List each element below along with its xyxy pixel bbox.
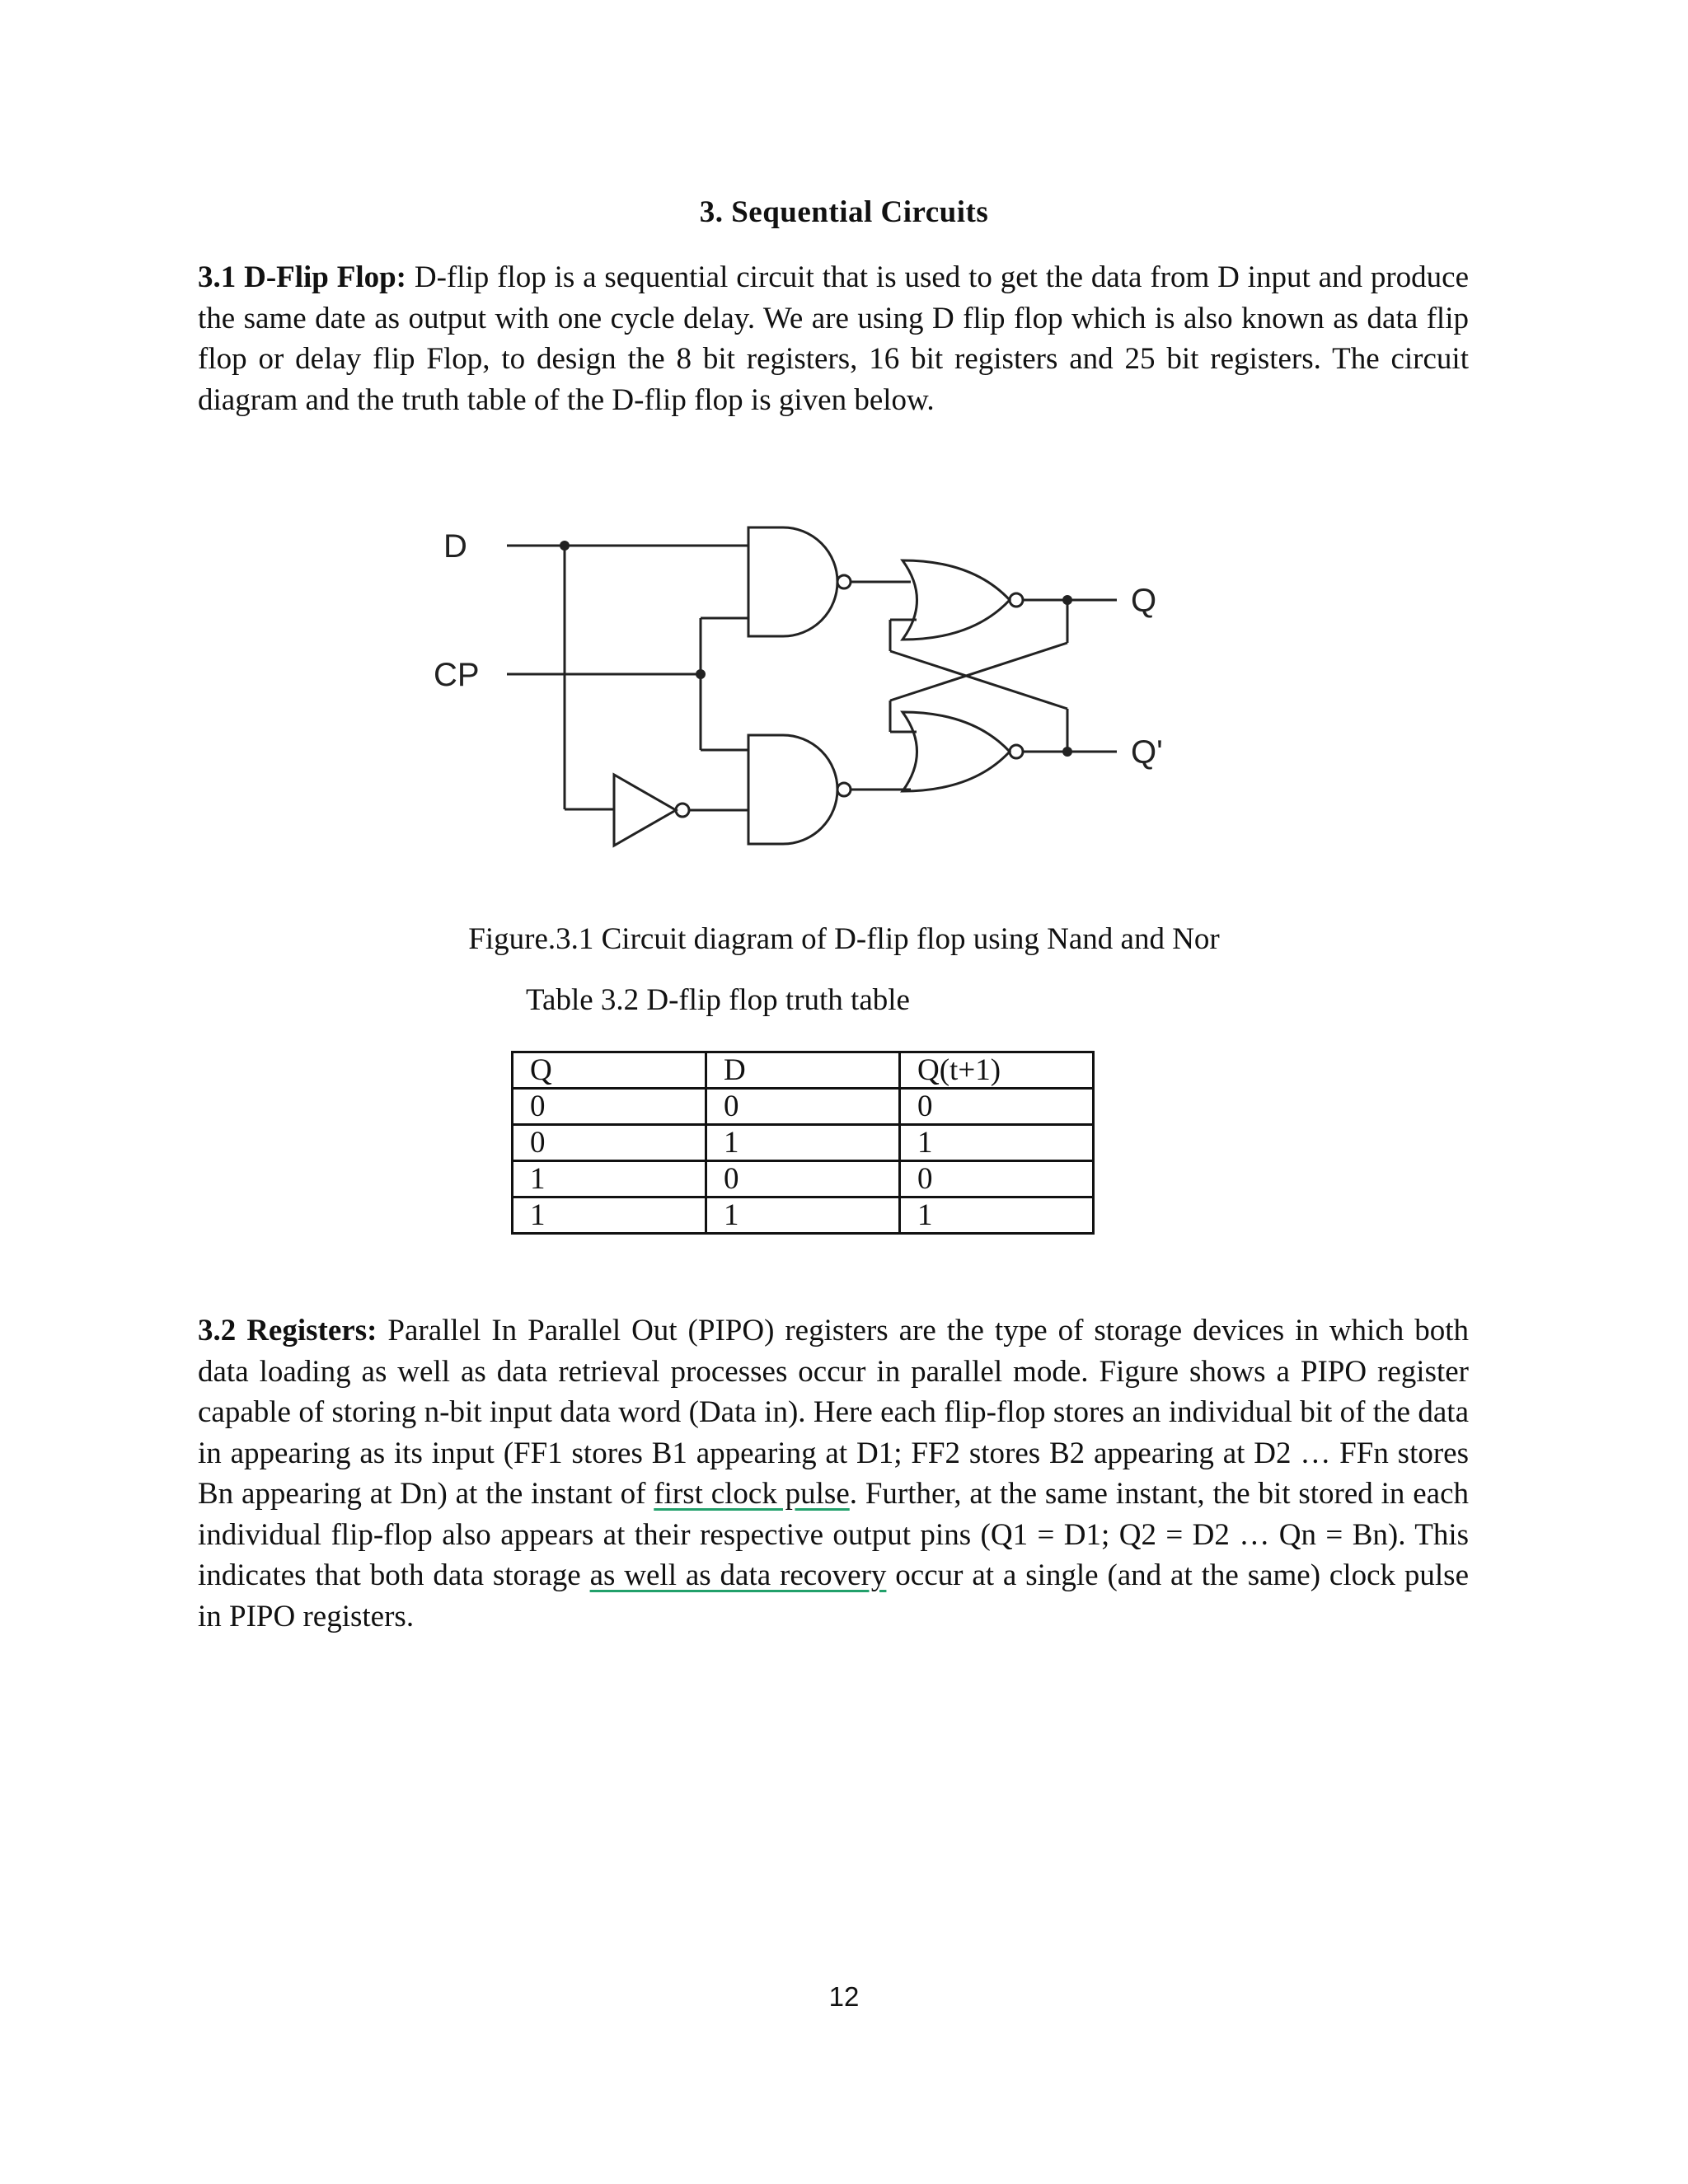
table-cell: 0 xyxy=(513,1125,706,1161)
page-number: 12 xyxy=(828,1981,860,2012)
label-q-bar: Q' xyxy=(1131,734,1163,771)
table-cell: 1 xyxy=(706,1125,900,1161)
paragraph-text: D-flip flop is a sequential circuit that is used to get the data from D input and produce the same date as output with one cycle delay. We are using D flip flop which is also known as data flip flop or delay flip Flop, to design the 8 bit registers, 16 bit registers and 25 bit registers. The circuit diagram and the truth table of the D-flip flop is given below. xyxy=(198,260,1470,417)
table-cell: 0 xyxy=(513,1089,706,1125)
circuit-diagram xyxy=(429,511,1253,874)
table-header-cell: D xyxy=(706,1052,900,1089)
table-cell: 0 xyxy=(900,1089,1094,1125)
table-cell: 0 xyxy=(706,1161,900,1197)
table-cell: 1 xyxy=(513,1161,706,1197)
underlined-phrase: as well as data recovery xyxy=(589,1558,887,1592)
paragraph-text: occur at a single (and at the same) clock pulse in PIPO registers. xyxy=(198,1558,1469,1633)
paragraph-text: Parallel In Parallel Out (PIPO) registers are the type of storage devices in which both data loading as well as data retrieval processes occur in parallel mode. Figure shows a PIPO register capable of storing n-bit input data word (Data in). Here each flip-flop stores an individual bit of the data in appearing as its input (FF1 stores B1 appearing at D1; FF2 stores B2 appearing at D2 … FFn stores Bn appearing at Dn) at the instant of xyxy=(198,1314,1469,1511)
table-header-row xyxy=(513,1052,1094,1089)
table-row xyxy=(513,1161,1094,1197)
table-row xyxy=(513,1125,1094,1161)
table-header-cell: Q xyxy=(513,1052,706,1089)
table-title: Table 3.2 D-flip flop truth table xyxy=(526,983,910,1017)
label-cp: CP xyxy=(434,657,480,693)
table-cell: 0 xyxy=(900,1161,1094,1197)
table-row xyxy=(513,1197,1094,1234)
table-cell: 1 xyxy=(706,1197,900,1234)
paragraph-d-flip-flop xyxy=(198,257,1469,420)
underlined-phrase: first clock pulse xyxy=(654,1477,850,1511)
paragraph-registers xyxy=(198,1310,1469,1637)
table-header-cell: Q(t+1) xyxy=(900,1052,1094,1089)
paragraph-heading: 3.2 Registers: xyxy=(198,1314,377,1347)
paragraph-text: . Further, at the same instant, the bit stored in each individual flip-flop also appears at their respective output pins (Q1 = D1; Q2 = D2 … Qn = Bn). This indicates that both data storage xyxy=(198,1477,1469,1592)
table-row xyxy=(513,1089,1094,1125)
label-d: D xyxy=(443,528,467,565)
figure-caption: Figure.3.1 Circuit diagram of D-flip flop using Nand and Nor xyxy=(468,922,1220,956)
table-cell: 1 xyxy=(513,1197,706,1234)
table-cell: 1 xyxy=(900,1197,1094,1234)
paragraph-heading: 3.1 D-Flip Flop: xyxy=(198,260,407,294)
truth-table xyxy=(511,1051,1095,1235)
table-cell: 0 xyxy=(706,1089,900,1125)
section-title: 3. Sequential Circuits xyxy=(699,195,989,229)
label-q: Q xyxy=(1131,583,1157,619)
table-cell: 1 xyxy=(900,1125,1094,1161)
